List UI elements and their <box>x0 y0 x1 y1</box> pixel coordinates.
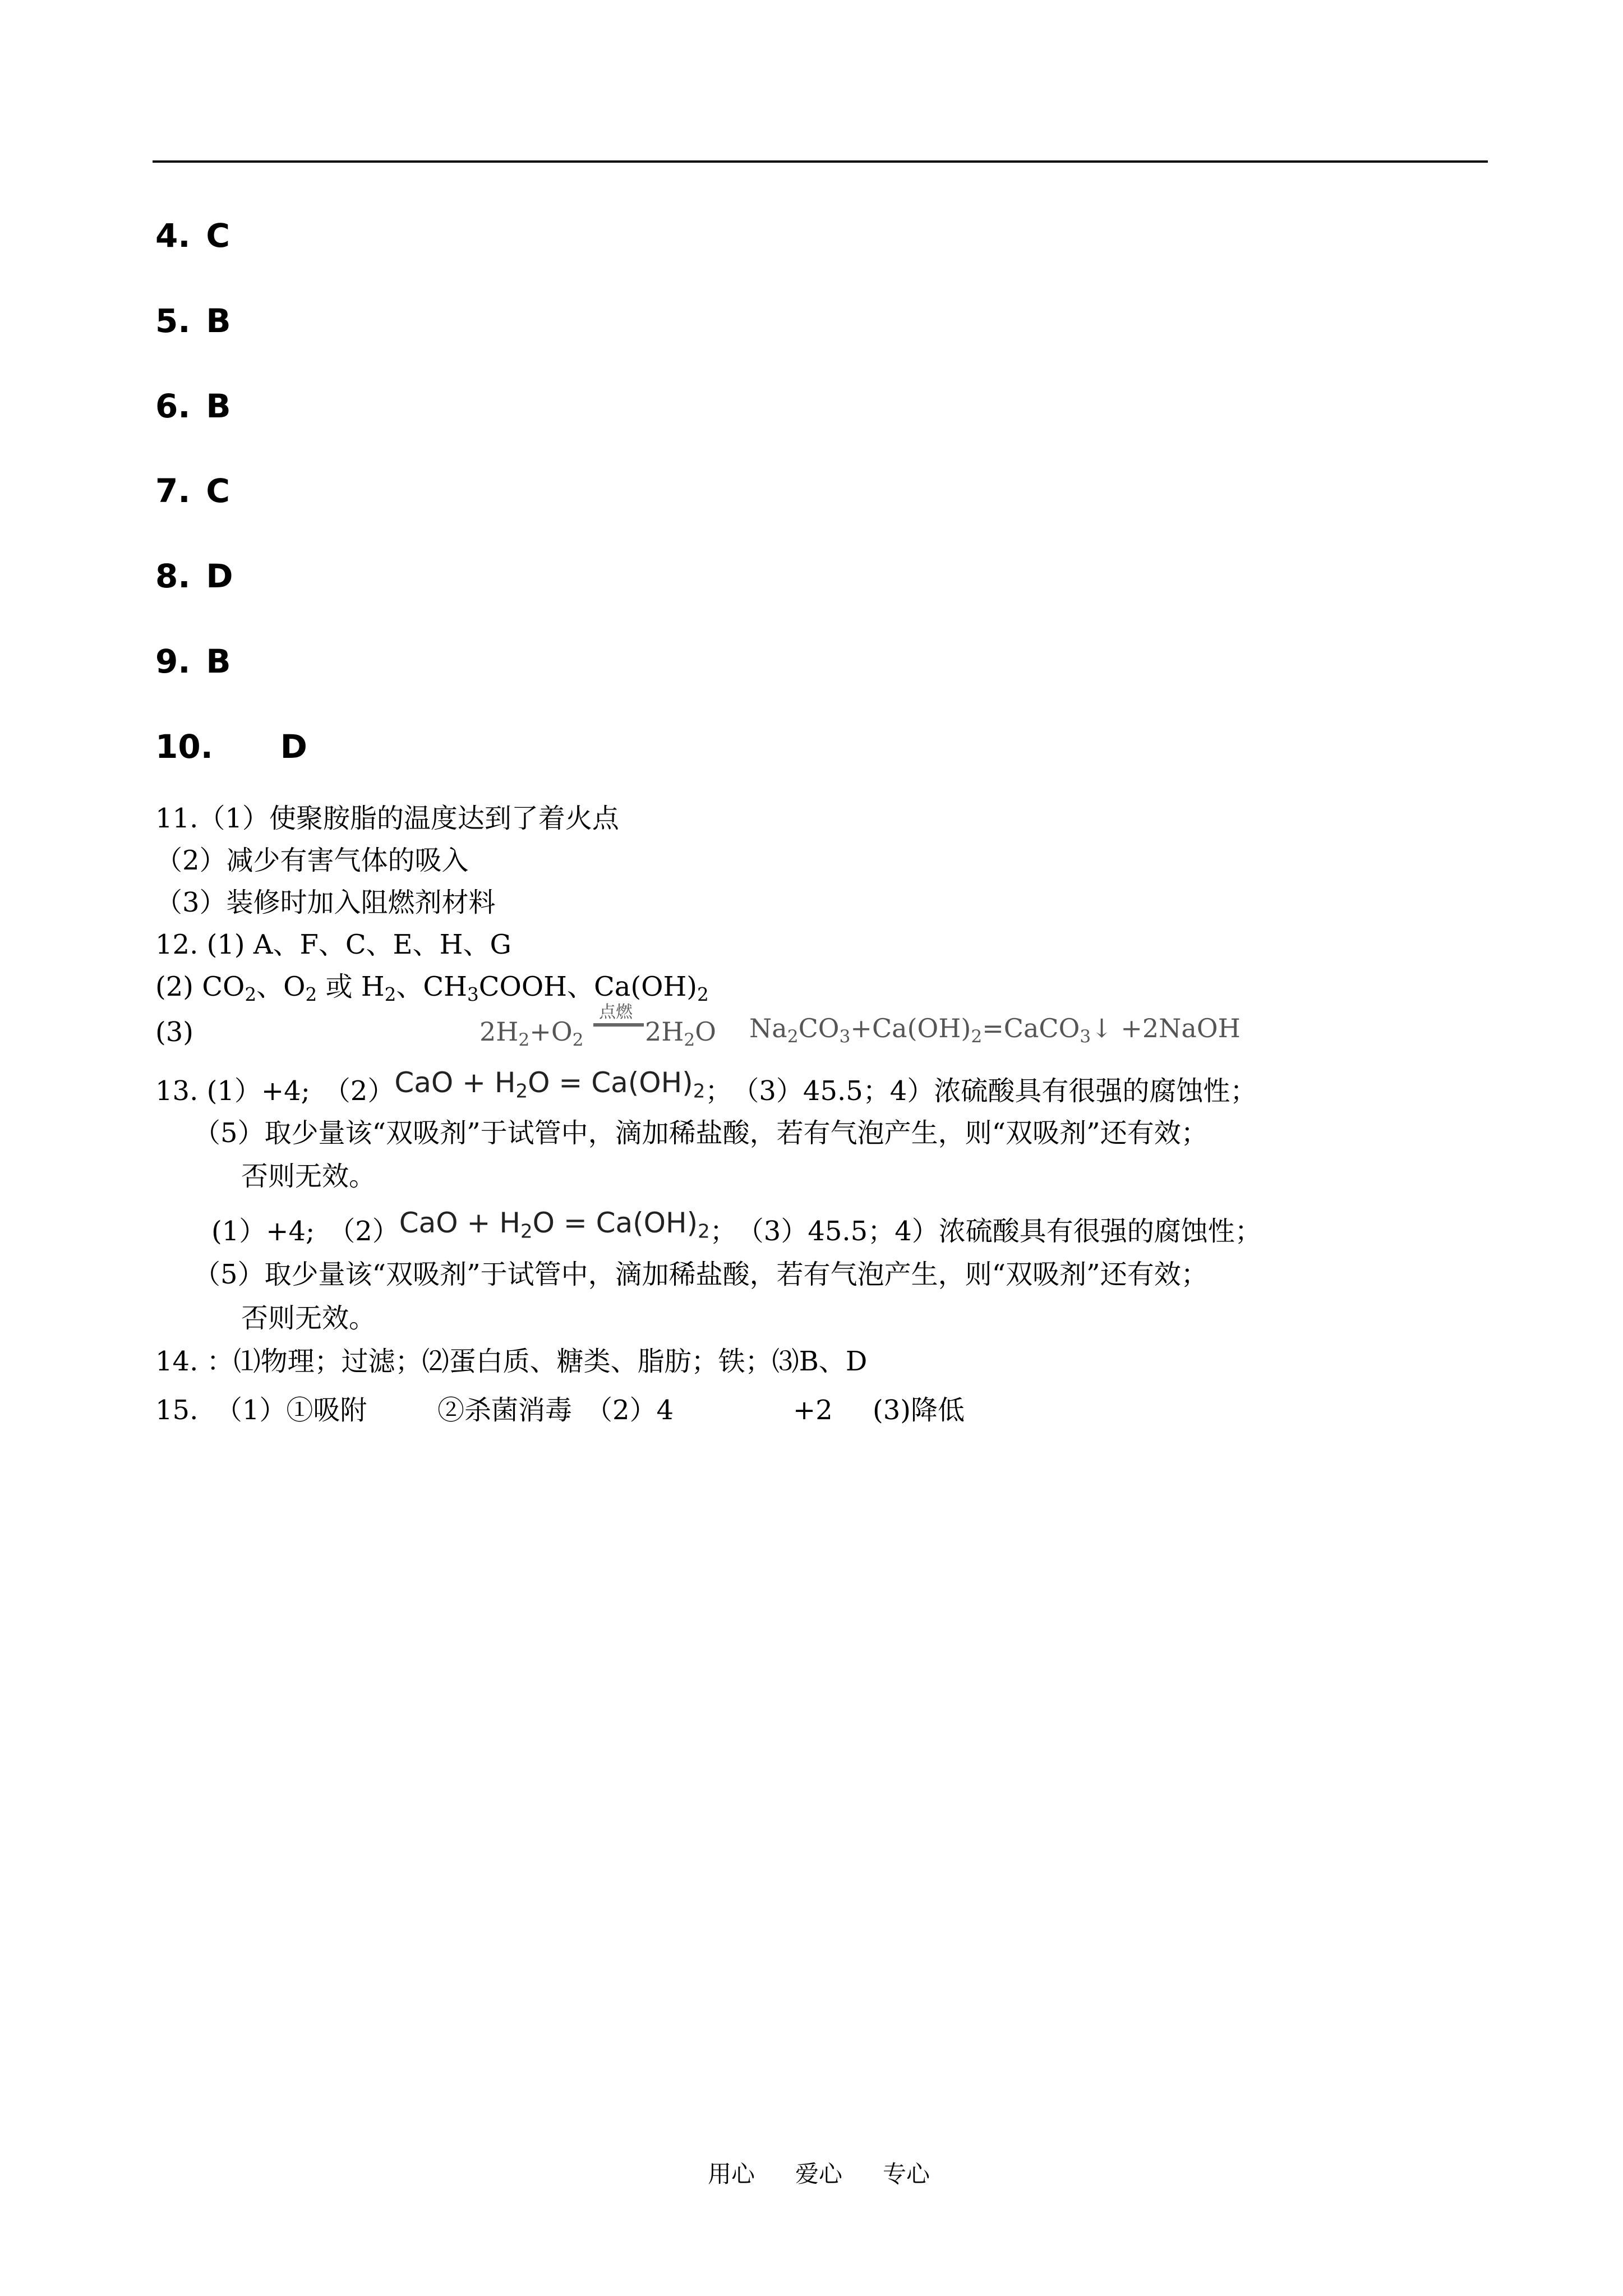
equation-combustion-right: $2H_2O$ <box>645 1016 717 1050</box>
q13-repeat-line1: (1）+4; $(2)CaO + H_2O = Ca(OH)_2$； （3）45.5；4）浓硫酸具有很强的腐蚀性； <box>211 1207 1262 1247</box>
equation-combustion-left: $2H_2+O_2$ <box>479 1016 584 1050</box>
q13-line3: 否则无效。 <box>241 1161 376 1192</box>
answer-10: 10. D <box>155 728 307 766</box>
equation-condition: 点燃 <box>599 1002 633 1022</box>
equation-cao-2: CaO + $H_2O = Ca(OH)_2$ <box>399 1207 710 1243</box>
equation-cao-1: CaO + $H_2O = Ca(OH)_2$ <box>394 1066 706 1103</box>
q15-part2: ②杀菌消毒 （2）4 <box>437 1395 674 1426</box>
equation-equals-bar <box>593 1023 644 1027</box>
q13-repeat-line2: （5）取少量该“双吸剂”于试管中，滴加稀盐酸，若有气泡产生，则“双吸剂”还有效； <box>193 1259 1208 1290</box>
q14-line: 14. ：⑴物理；过滤；⑵蛋白质、糖类、脂肪；铁；⑶B、D <box>155 1346 868 1377</box>
answer-9: 9. B <box>155 642 231 680</box>
q15-part3: +2 <box>793 1395 833 1426</box>
q15-part1: 15. （1）①吸附 <box>155 1395 367 1426</box>
q11-line2: （2）减少有害气体的吸入 <box>155 845 469 876</box>
q12-line1: 12. (1) A、F、C、E、H、G <box>155 929 511 960</box>
q12-line2: (2) $CO_2$、$O_2$ 或 $H_2$、$CH_3COOH$、$Ca(OH)_2$ <box>155 971 709 1006</box>
q15-part4: (3)降低 <box>873 1395 965 1426</box>
q13-line2: （5）取少量该“双吸剂”于试管中，滴加稀盐酸，若有气泡产生，则“双吸剂”还有效； <box>193 1117 1208 1149</box>
answer-4: 4. C <box>155 217 230 255</box>
q11-line3: （3）装修时加入阻燃剂材料 <box>155 887 496 918</box>
header-rule <box>153 160 1488 163</box>
answer-7: 7. C <box>155 472 230 510</box>
page-footer: 用心 爱心 专心 <box>708 2160 930 2188</box>
equation-carbonate: $Na_2CO_3+Ca(OH)_2=CaCO_3↓$ +2NaOH <box>749 1013 1241 1047</box>
q13-line1: 13. (1）+4; $(2)CaO + H_2O = Ca(OH)_2$； （3）45.5；4）浓硫酸具有很强的腐蚀性； <box>155 1066 1257 1107</box>
q13-repeat-line3: 否则无效。 <box>241 1303 376 1334</box>
answer-5: 5. B <box>155 302 231 340</box>
q12-line3-label: (3) <box>155 1016 193 1048</box>
q11-line1: 11.（1）使聚胺脂的温度达到了着火点 <box>155 803 619 834</box>
answer-8: 8. D <box>155 557 233 595</box>
answer-6: 6. B <box>155 387 231 425</box>
